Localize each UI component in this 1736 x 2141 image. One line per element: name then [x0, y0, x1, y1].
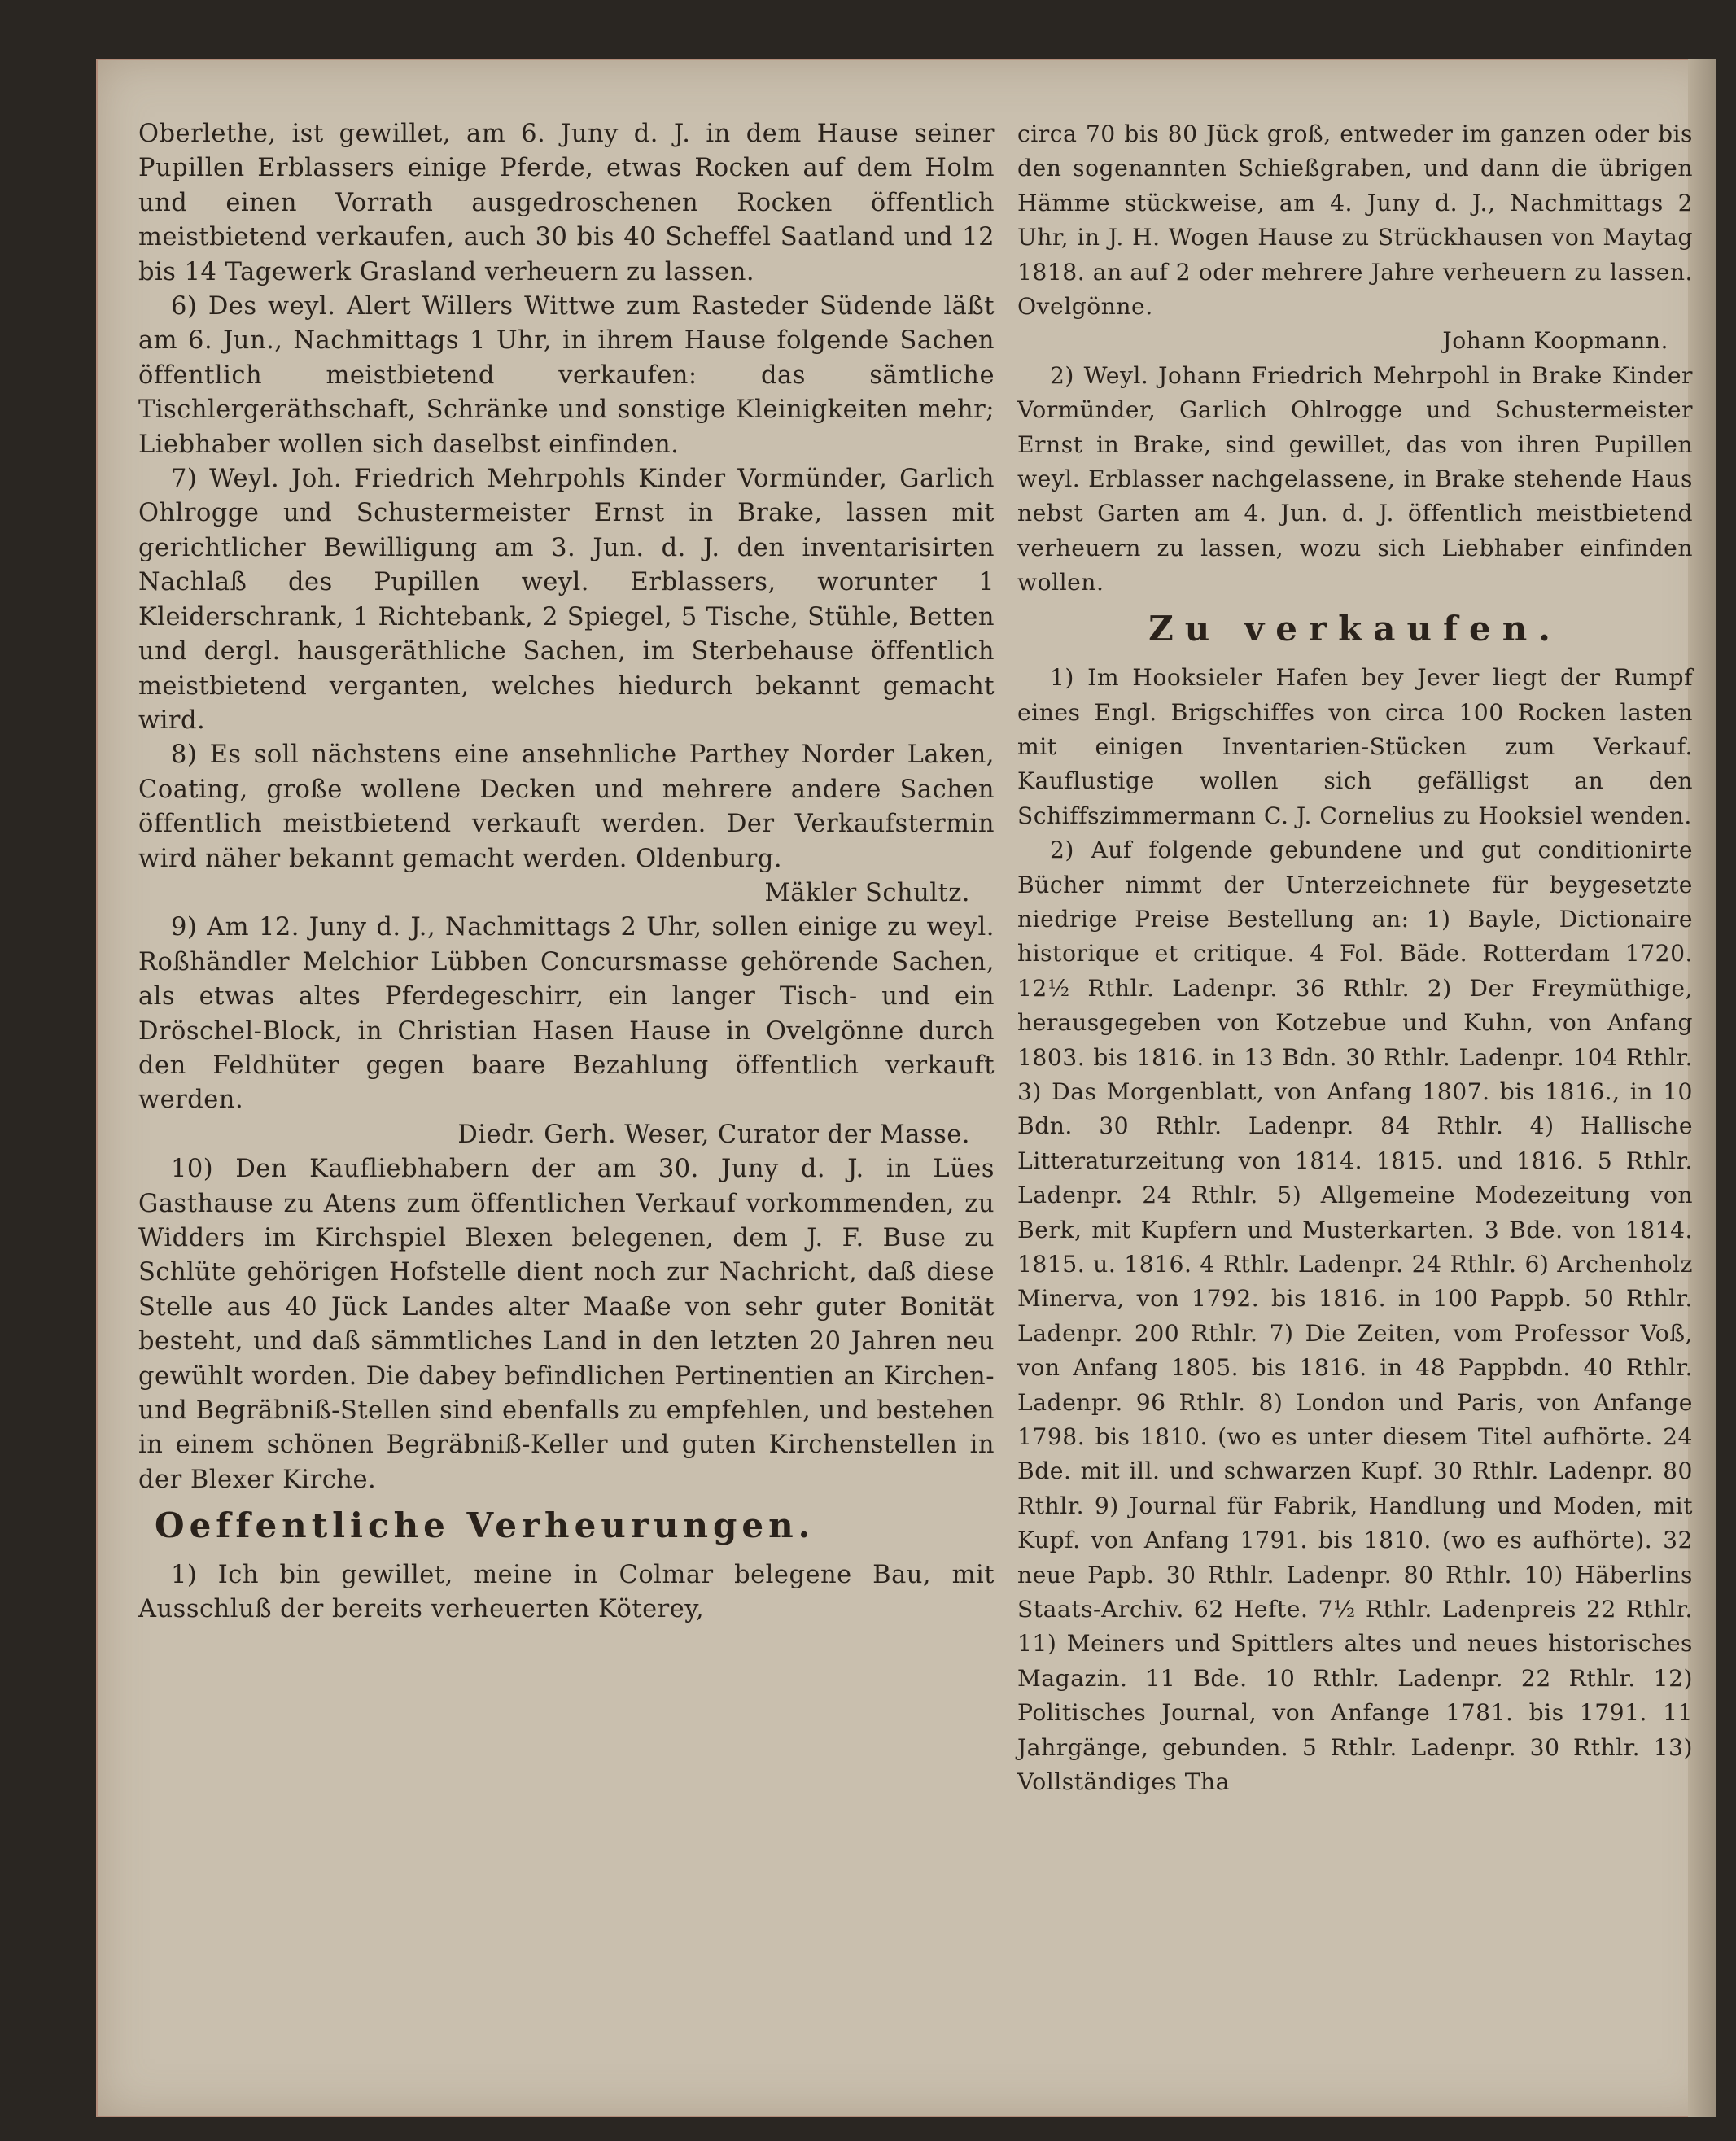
signature: Diedr. Gerh. Weser, Curator der Masse. — [457, 1120, 970, 1149]
notice-paragraph: 9) Am 12. Juny d. J., Nachmittags 2 Uhr, sollen einige zu weyl. Roßhändler Melchior Lübben Concursmasse gehörende Sachen, als etwas altes Pferdegeschirr, ein langer Tisch- und ein Dröschel-Block, in Christian Hasen Hause in Ovelgönne durch den Feldhüter gegen baare Bezahlung öffentlich verkauft werden. — [138, 913, 995, 1115]
notice-paragraph: 1) Im Hooksieler Hafen bey Jever liegt der Rumpf eines Engl. Brigschiffes von circa 100 Rocken lasten mit einigen Inventarien-Stücken zum Verkauf. Kauflustige wollen sich gefälligst an den Schiffszimmermann C. J. Cornelius zu Hooksiel wenden. — [1017, 664, 1693, 829]
section-heading: Zu verkaufen. — [1148, 608, 1562, 649]
signature: Mäkler Schultz. — [764, 878, 970, 907]
signature: Johann Koopmann. — [1442, 327, 1668, 355]
notice-paragraph: 8) Es soll nächstens eine ansehnliche Parthey Norder Laken, Coating, große wollene Decken und mehrere andere Sachen öffentlich meistbietend verkauft werden. Der Verkaufstermin wird näher bekannt gemacht werden. Oldenburg. — [138, 741, 995, 873]
notice-paragraph: circa 70 bis 80 Jück groß, entweder im ganzen oder bis den sogenannten Schießgraben, und dann die übrigen Hämme stückweise, am 4. Juny d. J., Nachmittags 2 Uhr, in J. H. Wogen Hause zu Strückhausen von Maytag 1818. an auf 2 oder mehrere Jahre verheuern zu lassen. Ovelgönne. — [1017, 120, 1693, 321]
notice-paragraph: 6) Des weyl. Alert Willers Wittwe zum Rasteder Südende läßt am 6. Jun., Nachmittags 1 Uhr, in ihrem Hause folgende Sachen öffentlich meistbietend verkaufen: das sämtliche Tischlergeräthschaft, Schränke und sonstige Kleinigkeiten mehr; Liebhaber wollen sich daselbst einfinden. — [138, 292, 995, 459]
notice-paragraph: 7) Weyl. Joh. Friedrich Mehrpohls Kinder Vormünder, Garlich Ohlrogge und Schustermeister Ernst in Brake, lassen mit gerichtlicher Bewilligung am 3. Jun. d. J. den inventarisirten Nachlaß des Pupillen weyl. Erblassers, worunter 1 Kleiderschrank, 1 Richtebank, 2 Spiegel, 5 Tische, Stühle, Betten und dergl. hausgeräthliche Sachen, im Sterbehause öffentlich meistbietend verganten, welches hiedurch bekannt gemacht wird. — [138, 465, 995, 735]
notice-paragraph: 2) Weyl. Johann Friedrich Mehrpohl in Brake Kinder Vormünder, Garlich Ohlrogge und Schustermeister Ernst in Brake, sind gewillet, das von ihren Pupillen weyl. Erblasser nachgelassene, in Brake stehende Haus nebst Garten am 4. Jun. d. J. öffentlich meistbietend verheuern zu lassen, wozu sich Liebhaber einfinden wollen. — [1017, 361, 1693, 596]
notice-paragraph: Oberlethe, ist gewillet, am 6. Juny d. J. in dem Hause seiner Pupillen Erblassers einige Pferde, etwas Rocken auf dem Holm und einen Vorrath ausgedroschenen Rocken öffentlich meistbietend verkaufen, auch 30 bis 40 Scheffel Saatland und 12 bis 14 Tagewerk Grasland verheuern zu lassen. — [138, 120, 995, 286]
right-column — [1017, 117, 1693, 1800]
notice-paragraph: 2) Auf folgende gebundene und gut conditionirte Bücher nimmt der Unterzeichnete für beygesetzte niedrige Preise Bestellung an: 1) Bayle, Dictionaire historique et critique. 4 Fol. Bäde. Rotterdam 1720. 12½ Rthlr. Ladenpr. 36 Rthlr. 2) Der Freymüthige, herausgegeben von Kotzebue und Kuhn, von Anfang 1803. bis 1816. in 13 Bdn. 30 Rthlr. Ladenpr. 104 Rthlr. 3) Das Morgenblatt, von Anfang 1807. bis 1816., in 10 Bdn. 30 Rthlr. Ladenpr. 84 Rthlr. 4) Hallische Litteraturzeitung von 1814. 1815. und 1816. 5 Rthlr. Ladenpr. 24 Rthlr. 5) Allgemeine Modezeitung von Berk, mit Kupfern und Musterkarten. 3 Bde. von 1814. 1815. u. 1816. 4 Rthlr. Ladenpr. 24 Rthlr. 6) Archenholz Minerva, von 1792. bis 1816. in 100 Pappb. 50 Rthlr. Ladenpr. 200 Rthlr. 7) Die Zeiten, vom Professor Voß, von Anfang 1805. bis 1816. in 48 Pappbdn. 40 Rthlr. Ladenpr. 96 Rthlr. 8) London und Paris, von Anfange 1798. bis 1810. (wo es unter diesem Titel aufhörte. 24 Bde. mit ill. und schwarzen Kupf. 30 Rthlr. Ladenpr. 80 Rthlr. 9) Journal für Fabrik, Handlung und Moden, mit Kupf. von Anfang 1791. bis 1810. (wo es aufhörte). 32 neue Papb. 30 Rthlr. Ladenpr. 80 Rthlr. 10) Häberlins Staats-Archiv. 62 Hefte. 7½ Rthlr. Ladenpreis 22 Rthlr. 11) Meiners und Spittlers altes und neues historisches Magazin. 11 Bde. 10 Rthlr. Ladenpr. 22 Rthlr. 12) Politisches Journal, von Anfange 1781. bis 1791. 11 Jahrgänge, gebunden. 5 Rthlr. Ladenpr. 30 Rthlr. 13) Vollständiges Tha — [1017, 837, 1693, 1796]
newspaper-page — [96, 59, 1716, 2117]
notice-paragraph: 10) Den Kaufliebhabern der am 30. Juny d. J. in Lües Gasthause zu Atens zum öffentlichen Verkauf vorkommenden, zu Widders im Kirchspiel Blexen belegenen, dem J. F. Buse zu Schlüte gehörigen Hofstelle dient noch zur Nachricht, daß diese Stelle aus 40 Jück Landes alter Maaße von sehr guter Bonität besteht, und daß sämmtliches Land in den letzten 20 Jahren neu gewühlt worden. Die dabey befindlichen Pertinentien an Kirchen- und Begräbniß-Stellen sind ebenfalls zu empfehlen, und bestehen in einem schönen Begräbniß-Keller und guten Kirchenstellen in der Blexer Kirche. — [138, 1155, 995, 1494]
section-heading: Oeffentliche Verheurungen. — [155, 1505, 816, 1546]
notice-paragraph: 1) Ich bin gewillet, meine in Colmar belegene Bau, mit Ausschluß der bereits verheuerten Köterey, — [138, 1560, 995, 1624]
left-column — [138, 117, 995, 1627]
